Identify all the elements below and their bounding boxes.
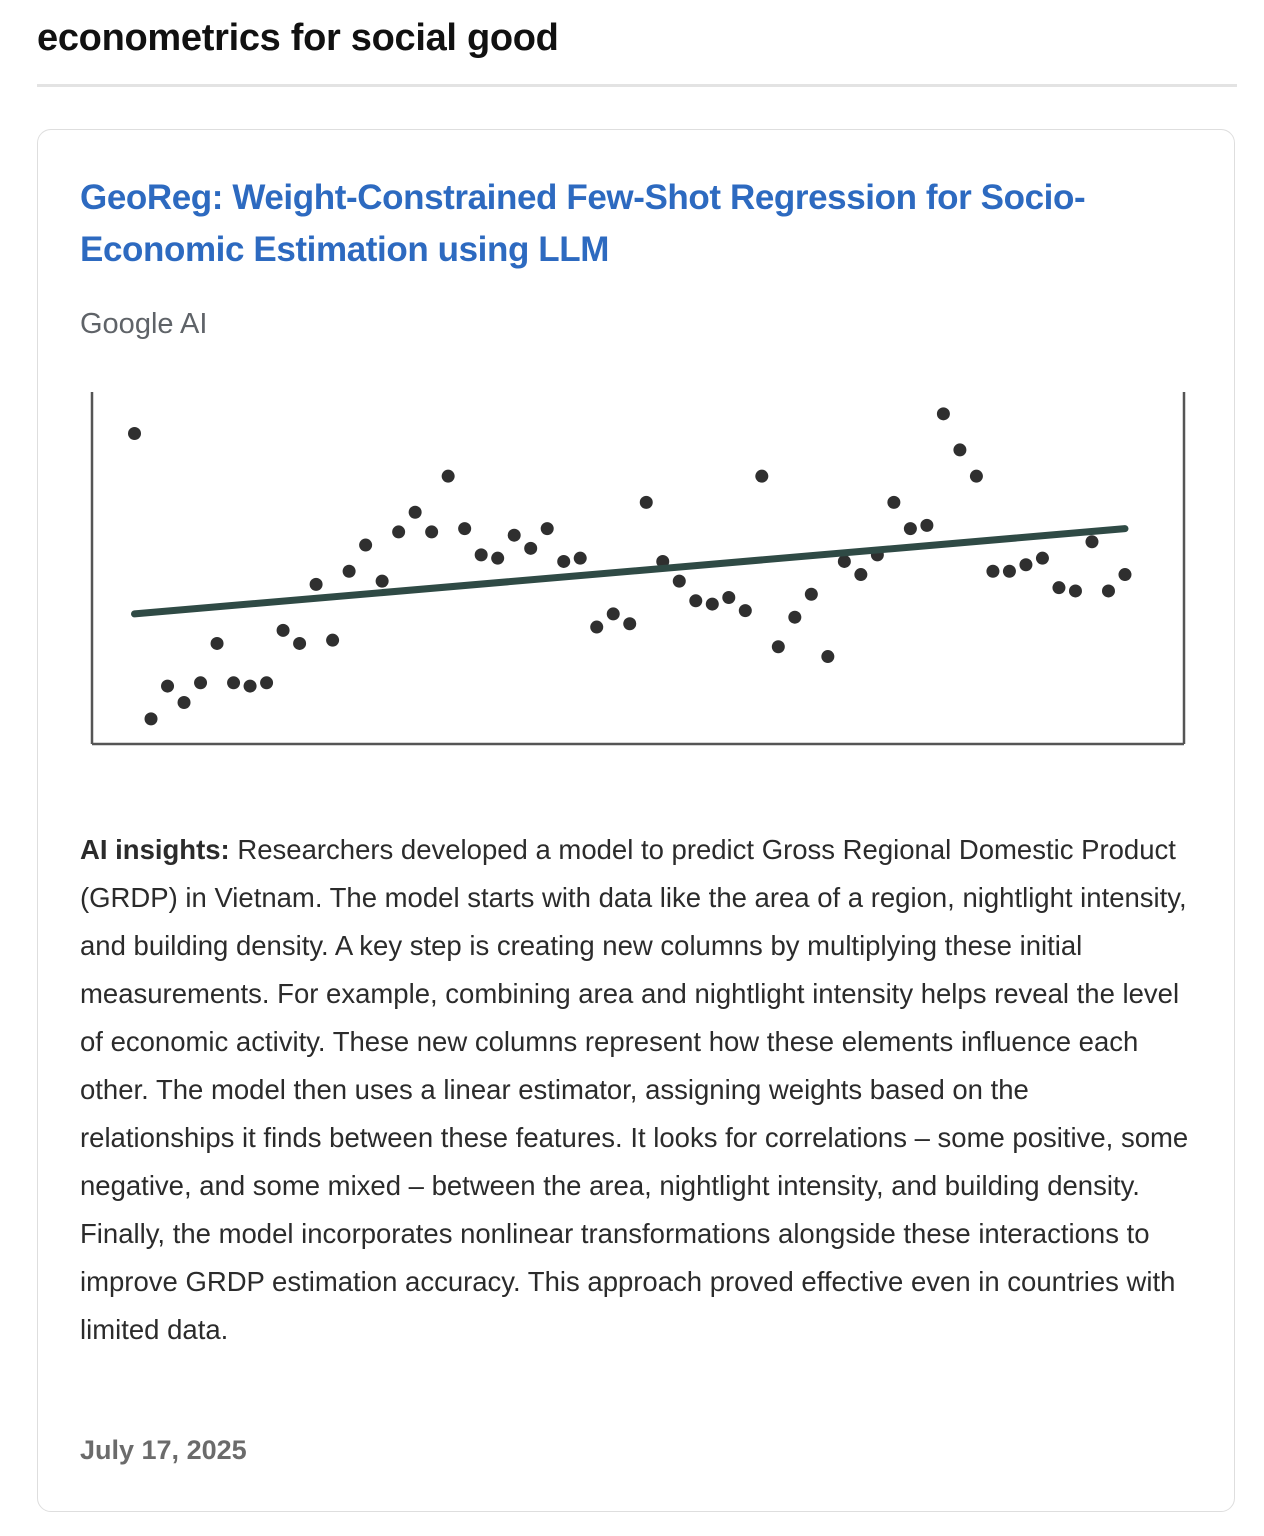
article-source: Google AI [80, 308, 208, 340]
data-point-46 [887, 496, 900, 509]
data-point-34 [689, 594, 702, 607]
ai-insights-paragraph [80, 826, 1190, 1354]
data-point-9 [277, 624, 290, 637]
data-point-35 [706, 598, 719, 611]
ai-insights-text: Researchers developed a model to predict Gross Regional Domestic Product (GRDP) in Vietnam. The model starts with data like the area of a region, nightlight intensity, and building density. A key step is creating new columns by multiplying these initial measurements. For example, combining area and nightlight intensity helps reveal the level of economic activity. These new columns represent how these elements influence each other. The model then uses a linear estimator, assigning weights based on the relationships it finds between these features. It looks for correlations – some positive, some negative, and some mixed – between the area, nightlight intensity, and building density. Finally, the model incorporates nonlinear transformations alongside these interactions to improve GRDP estimation accuracy. This approach proved effective even in countries with limited data. [80, 834, 1189, 1345]
data-point-30 [623, 617, 636, 630]
data-point-39 [772, 640, 785, 653]
trend-line [135, 529, 1125, 614]
data-point-0 [128, 427, 141, 440]
data-point-11 [310, 578, 323, 591]
data-point-47 [904, 522, 917, 535]
data-point-10 [293, 637, 306, 650]
chart-trend [135, 529, 1125, 614]
data-point-53 [1003, 565, 1016, 578]
data-point-25 [541, 522, 554, 535]
data-point-40 [788, 611, 801, 624]
data-point-37 [739, 604, 752, 617]
data-point-18 [425, 525, 438, 538]
data-point-56 [1052, 581, 1065, 594]
data-point-29 [607, 607, 620, 620]
data-point-20 [458, 522, 471, 535]
data-point-12 [326, 634, 339, 647]
data-point-6 [227, 676, 240, 689]
data-point-36 [722, 591, 735, 604]
data-point-7 [244, 680, 257, 693]
data-point-49 [937, 407, 950, 420]
data-point-42 [821, 650, 834, 663]
data-point-16 [392, 525, 405, 538]
data-point-8 [260, 676, 273, 689]
data-point-19 [442, 470, 455, 483]
data-point-14 [359, 539, 372, 552]
data-point-38 [755, 470, 768, 483]
data-point-5 [211, 637, 224, 650]
data-point-55 [1036, 552, 1049, 565]
data-point-22 [491, 552, 504, 565]
page-heading: econometrics for social good [37, 17, 559, 59]
chart-points [128, 407, 1131, 725]
article-date: July 17, 2025 [80, 1435, 247, 1465]
data-point-17 [409, 506, 422, 519]
data-point-13 [343, 565, 356, 578]
data-point-24 [524, 542, 537, 555]
data-point-21 [475, 548, 488, 561]
data-point-4 [194, 676, 207, 689]
data-point-23 [508, 529, 521, 542]
ai-insights-label: AI insights: [80, 834, 230, 865]
data-point-41 [805, 588, 818, 601]
data-point-1 [145, 712, 158, 725]
data-point-44 [854, 568, 867, 581]
data-point-59 [1102, 584, 1115, 597]
article-figure-scatter-chart [80, 382, 1200, 762]
article-card [37, 129, 1235, 1512]
data-point-51 [970, 470, 983, 483]
data-point-26 [557, 555, 570, 568]
article-title-link[interactable]: GeoReg: Weight-Constrained Few-Shot Regression for Socio-Economic Estimation using LLM [80, 178, 1086, 269]
data-point-2 [161, 680, 174, 693]
data-point-50 [953, 443, 966, 456]
data-point-33 [673, 575, 686, 588]
data-point-15 [376, 575, 389, 588]
data-point-48 [920, 519, 933, 532]
data-point-60 [1118, 568, 1131, 581]
data-point-54 [1019, 558, 1032, 571]
heading-divider [37, 84, 1237, 87]
data-point-52 [986, 565, 999, 578]
data-point-28 [590, 621, 603, 634]
data-point-31 [640, 496, 653, 509]
data-point-58 [1085, 535, 1098, 548]
data-point-27 [574, 552, 587, 565]
data-point-57 [1069, 584, 1082, 597]
scatter-chart [80, 382, 1200, 762]
data-point-43 [838, 555, 851, 568]
data-point-3 [178, 696, 191, 709]
